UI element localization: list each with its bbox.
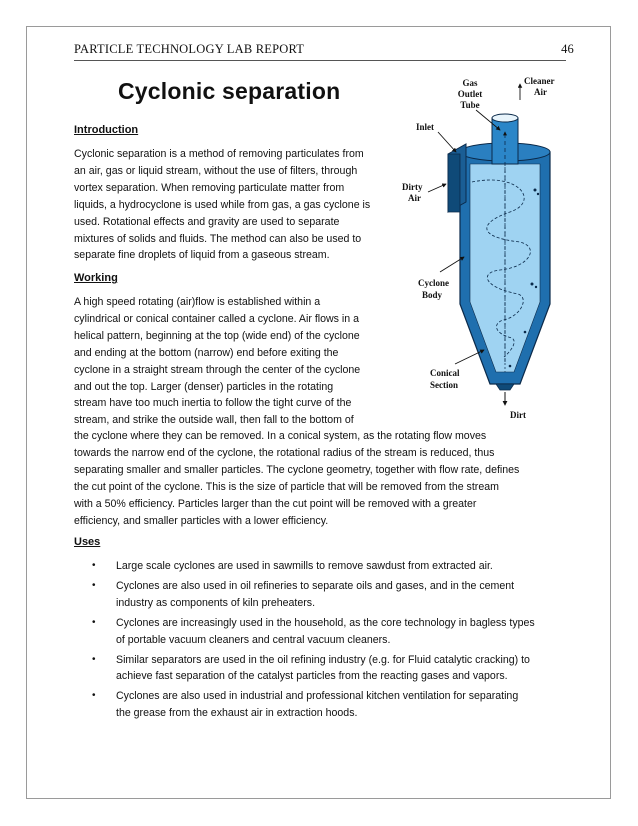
header-title: PARTICLE TECHNOLOGY LAB REPORT	[74, 42, 305, 56]
introduction-paragraph	[74, 146, 400, 264]
working-paragraph-bottom	[74, 428, 566, 529]
working-line: the cut point of the cyclone. This is the size of particle that will be removed from the stream	[74, 480, 499, 493]
working-line: separating smaller and smaller particles. The cyclone geometry, together with flow rate, defines	[74, 463, 520, 476]
working-paragraph-top	[74, 294, 400, 429]
list-item-line: of portable vacuum cleaners and central vacuum cleaners.	[116, 633, 391, 646]
conical-section-label: Conical	[430, 368, 460, 378]
dirty-air-label: Dirty	[402, 182, 423, 192]
list-item	[74, 578, 566, 612]
intro-line: separate fine droplets of liquid from a gaseous stream.	[74, 249, 330, 262]
bullet-icon: •	[92, 579, 96, 591]
working-line: cyclone in a straight stream through the center of the cyclone	[74, 363, 361, 376]
cyclone-body-label: Cyclone	[418, 278, 449, 288]
bullet-icon: •	[92, 653, 96, 665]
bullet-icon: •	[92, 616, 96, 628]
list-item-line: Cyclones are increasingly used in the household, as the core technology in bagless types	[116, 616, 535, 629]
list-item	[74, 558, 566, 575]
list-item-line: Cyclones are also used in oil refineries to separate oils and gases, and in the cement	[116, 579, 515, 592]
page-number: 46	[561, 42, 574, 56]
list-item-line: industry as components of kiln preheaters.	[116, 596, 316, 609]
list-item-line: achieve fast separation of the catalyst particles from the reacting gases and vapors.	[116, 670, 508, 683]
working-line: towards the narrow end of the cyclone, the rotational radius of the stream is reduced, thus	[74, 446, 495, 459]
cleaner-air-label: Air	[534, 87, 547, 97]
gas-outlet-label: Gas	[462, 78, 478, 88]
bullet-icon: •	[92, 690, 96, 702]
working-line: with a 50% efficiency. Particles larger than the cut point will be removed with a greater	[74, 497, 477, 510]
page-title: Cyclonic separation	[118, 78, 341, 104]
intro-line: an air, gas or liquid stream, without the use of filters, through	[74, 164, 358, 177]
gas-outlet-label: Outlet	[457, 89, 483, 99]
intro-line: liquids, a hydrocyclone is used while from gas, a gas cyclone is	[74, 198, 371, 211]
working-line: stream have too much inertia to follow the tight curve of the	[74, 397, 352, 410]
list-item	[74, 652, 566, 686]
inlet-leader	[438, 132, 456, 152]
list-item-line: Similar separators are used in the oil refining industry (e.g. for Fluid catalytic cracking) to	[116, 653, 530, 666]
working-line: A high speed rotating (air)flow is established within a	[74, 296, 321, 308]
intro-line: used. Rotational effects and gravity are used to separate	[74, 215, 340, 228]
dirty-air-arrow	[428, 184, 446, 192]
bullet-icon: •	[92, 560, 96, 571]
header-rule	[74, 60, 566, 61]
gas-outlet-top	[492, 114, 518, 122]
list-item-line: Large scale cyclones are used in sawmills to remove sawdust from extracted air.	[116, 560, 493, 572]
working-line: stream, and strike the outside wall, then fall to the bottom of	[74, 414, 354, 427]
working-line: helical pattern, beginning at the top (wide end) of the cyclone	[74, 329, 360, 342]
list-item	[74, 688, 566, 722]
inlet-duct-face	[448, 154, 460, 212]
working-heading: Working	[74, 272, 118, 284]
working-line: efficiency, and smaller particles with a lower efficiency.	[74, 514, 329, 527]
dirt-outlet	[496, 384, 514, 390]
intro-line: Cyclonic separation is a method of removing particulates from	[74, 148, 364, 160]
conical-section-label: Section	[430, 380, 458, 390]
dirty-air-label: Air	[408, 193, 421, 203]
uses-heading: Uses	[74, 536, 101, 548]
working-line: cylindrical or conical container called a cyclone. Air flows in a	[74, 312, 359, 325]
working-line: and out the top. Larger (denser) particles in the rotating	[74, 380, 334, 393]
uses-list	[74, 558, 566, 725]
intro-line: mixtures of solids and fluids. The method can also be used to	[74, 232, 362, 245]
working-line: the cyclone where they can be removed. In a conical system, as the rotating flow moves	[74, 430, 487, 442]
inlet-label: Inlet	[416, 122, 434, 132]
list-item-line: the grease from the exhaust air in extraction hoods.	[116, 707, 358, 720]
gas-outlet-label: Tube	[460, 100, 480, 110]
cyclone-body-label: Body	[422, 290, 443, 300]
cyclone-diagram	[400, 72, 580, 422]
dirt-label: Dirt	[510, 410, 526, 420]
working-line: and ending at the bottom (narrow) end before exiting the	[74, 346, 339, 359]
cleaner-air-label: Cleaner	[524, 76, 555, 86]
list-item-line: Cyclones are also used in industrial and professional kitchen ventilation for separating	[116, 690, 519, 703]
intro-line: vortex separation. When removing particulate matter from	[74, 181, 345, 194]
list-item	[74, 615, 566, 649]
introduction-heading: Introduction	[74, 124, 139, 136]
page-header	[74, 42, 574, 60]
